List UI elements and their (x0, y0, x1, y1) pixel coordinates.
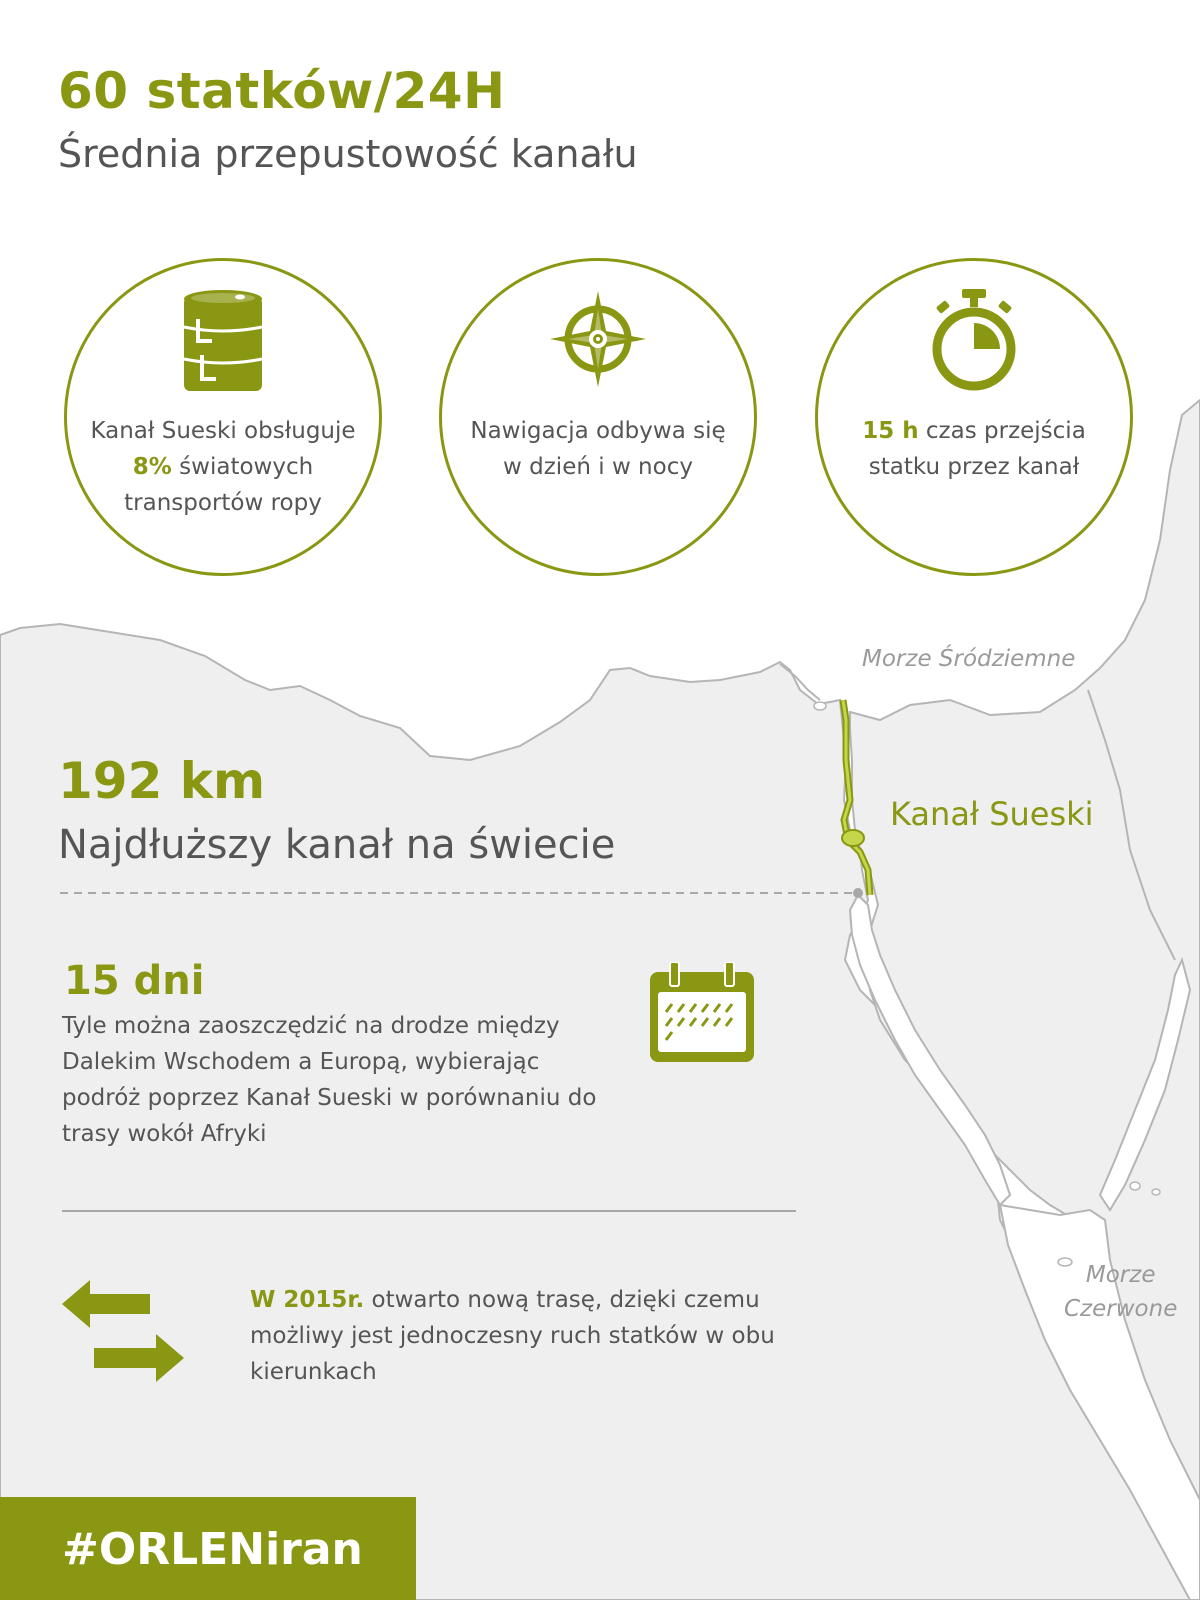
length-title: 192 km (58, 752, 266, 810)
fact-oil-text-part2: światowych transportów ropy (124, 454, 322, 516)
great-bitter-lake (842, 830, 864, 846)
fact-circle-oil (64, 258, 382, 576)
days-title: 15 dni (64, 958, 205, 1004)
map-label-red-sea (1064, 1258, 1177, 1326)
fact-circle-navigation (439, 258, 757, 576)
map-label-suez-canal: Kanał Sueski (890, 795, 1094, 833)
main-subtitle: Średnia przepustowość kanału (58, 132, 638, 176)
fact-transit-highlight: 15 h (862, 418, 919, 444)
two-way-arrows-icon (62, 1280, 184, 1386)
compass-rose-icon (548, 289, 648, 393)
fact-circle-transit-time (815, 258, 1133, 576)
route-text (250, 1282, 810, 1390)
hashtag-text: #ORLENiran (62, 1524, 363, 1575)
map-label-red-sea-line2: Czerwone (1064, 1296, 1178, 1322)
calendar-icon (650, 962, 754, 1066)
fact-oil-text-part1: Kanał Sueski obsługuje (90, 418, 356, 444)
fact-transit-text-part: czas przejścia statku przez kanał (868, 418, 1086, 480)
oil-barrel-icon (178, 289, 268, 401)
pointer-dot (853, 888, 863, 898)
stopwatch-icon (929, 289, 1019, 397)
map-label-mediterranean: Morze Śródziemne (862, 646, 1076, 672)
route-text-body: otwarto nową trasę, dzięki czemu możliwy jest jednoczesny ruch statków w obu kierunkach (250, 1287, 775, 1385)
main-title: 60 statków/24H (58, 62, 506, 120)
fact-navigation-text: Nawigacja odbywa się w dzień i w nocy (470, 418, 726, 480)
fact-transit-text (848, 413, 1100, 485)
fact-oil-highlight: 8% (132, 454, 172, 480)
length-subtitle: Najdłuższy kanał na świecie (58, 822, 616, 868)
route-highlight: W 2015r. (250, 1287, 365, 1313)
days-text: Tyle można zaoszczędzić na drodze między Dalekim Wschodem a Europą, wybierając podróż poprzez Kanał Sueski w porównaniu do trasy wokół Afryki (62, 1013, 597, 1147)
fact-oil-text (81, 413, 365, 521)
section-divider (62, 1210, 796, 1212)
map-label-red-sea-line1: Morze (1085, 1262, 1156, 1288)
